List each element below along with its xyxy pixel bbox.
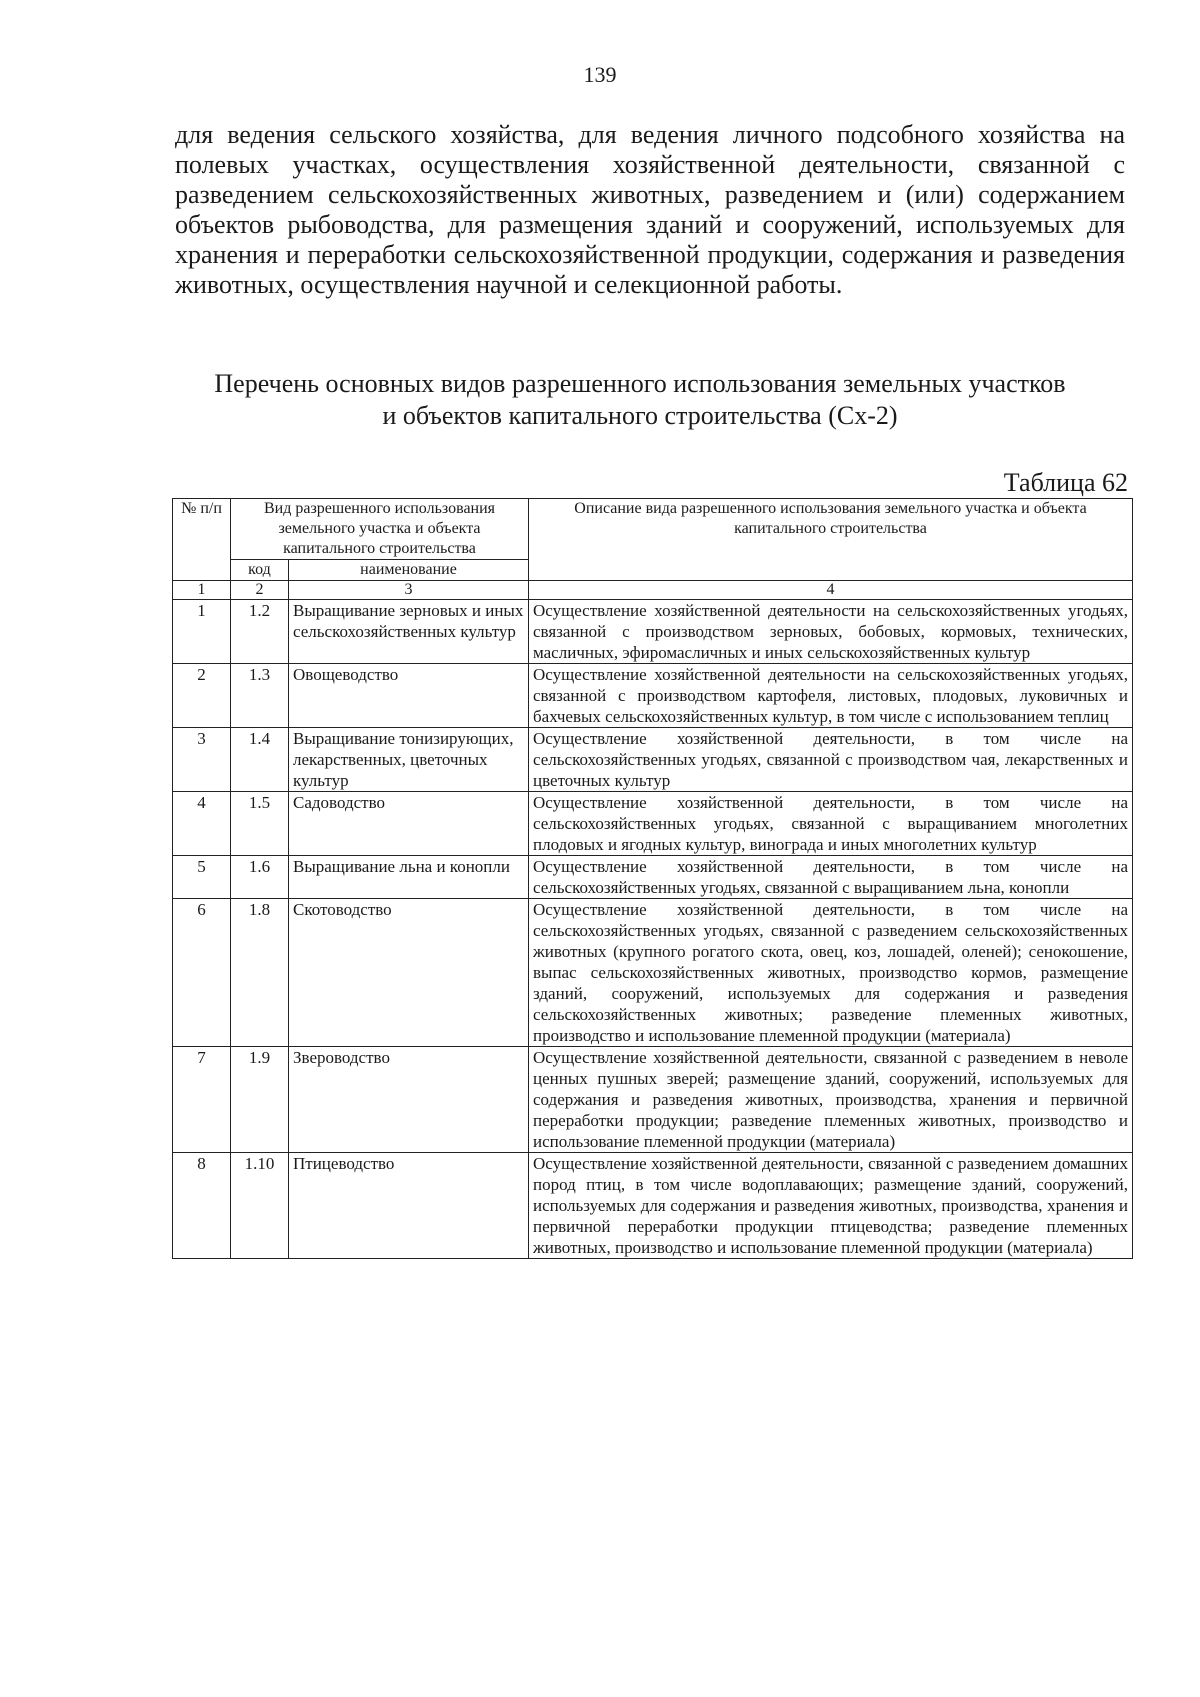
row-name: Звероводство [289,1047,529,1153]
header-code: код [231,560,289,581]
row-number: 1 [173,600,231,664]
page-number: 139 [583,62,617,87]
table-row [173,1047,1133,1153]
section-heading-line-1: Перечень основных видов разрешенного использования земельных участков [214,369,1066,398]
row-number: 3 [173,728,231,792]
row-description: Осуществление хозяйственной деятельности, в том числе на сельскохозяйственных угодьях, связанной с разведением сельскохозяйственных животных (крупного рогатого скота, овец, коз, лошадей, оленей); сенокошение, выпас сельскохозяйственных животных, производство кормов, размещение зданий, сооружений, используемых для содержания и разведения сельскохозяйственных животных; разведение племенных животных, производство и использование племенной продукции (материала) [529,899,1133,1047]
table-label: Таблица 62 [1003,468,1128,497]
row-description: Осуществление хозяйственной деятельности на сельскохозяйственных угодьях, связанной с производством картофеля, листовых, плодовых, луковичных и бахчевых сельскохозяйственных культур, в том числе с использованием теплиц [529,664,1133,728]
section-heading [150,368,1130,432]
row-code: 1.10 [231,1153,289,1259]
table-row [173,792,1133,856]
column-number: 4 [529,581,1133,600]
row-code: 1.9 [231,1047,289,1153]
row-number: 6 [173,899,231,1047]
table-row [173,600,1133,664]
row-code: 1.5 [231,792,289,856]
column-numbers-row [173,581,1133,600]
table-row [173,899,1133,1047]
row-number: 4 [173,792,231,856]
row-name: Овощеводство [289,664,529,728]
row-description: Осуществление хозяйственной деятельности на сельскохозяйственных угодьях, связанной с производством зерновых, бобовых, кормовых, технических, масличных, эфиромасличных и иных сельскохозяйственных культур [529,600,1133,664]
table-row [173,728,1133,792]
row-name: Птицеводство [289,1153,529,1259]
intro-paragraph: для ведения сельского хозяйства, для ведения личного подсобного хозяйства на полевых участках, осуществления хозяйственной деятельности, связанной с разведением сельскохозяйственных животных, разведением и (или) содержанием объектов рыбоводства, для размещения зданий и сооружений, используемых для хранения и переработки сельскохозяйственной продукции, содержания и разведения животных, осуществления научной и селекционной работы. [175,120,1125,299]
row-name: Выращивание тонизирующих, лекарственных, цветочных культур [289,728,529,792]
row-description: Осуществление хозяйственной деятельности, связанной с разведением домашних пород птиц, в том числе водоплавающих; размещение зданий, сооружений, используемых для содержания и разведения животных, производства, хранения и первичной переработки продукции птицеводства; разведение племенных животных, производство и использование племенной продукции (материала) [529,1153,1133,1259]
header-type-group: Вид разрешенного использования земельного участка и объекта капитального строительства [231,499,529,560]
row-description: Осуществление хозяйственной деятельности, в том числе на сельскохозяйственных угодьях, связанной с выращиванием льна, конопли [529,856,1133,899]
row-number: 5 [173,856,231,899]
table-header-row [173,499,1133,560]
row-name: Садоводство [289,792,529,856]
header-no: № п/п [173,499,231,581]
row-number: 7 [173,1047,231,1153]
table-row [173,856,1133,899]
row-code: 1.4 [231,728,289,792]
row-description: Осуществление хозяйственной деятельности, в том числе на сельскохозяйственных угодьях, связанной с производством чая, лекарственных и цветочных культур [529,728,1133,792]
row-name: Скотоводство [289,899,529,1047]
column-number: 3 [289,581,529,600]
row-description: Осуществление хозяйственной деятельности, связанной с разведением в неволе ценных пушных зверей; размещение зданий, сооружений, используемых для содержания и разведения животных, производства, хранения и первичной переработки продукции; разведение племенных животных, производство и использование племенной продукции (материала) [529,1047,1133,1153]
row-name: Выращивание льна и конопли [289,856,529,899]
table-row [173,664,1133,728]
row-number: 8 [173,1153,231,1259]
row-number: 2 [173,664,231,728]
row-description: Осуществление хозяйственной деятельности, в том числе на сельскохозяйственных угодьях, связанной с выращиванием многолетних плодовых и ягодных культур, винограда и иных многолетних культур [529,792,1133,856]
row-name: Выращивание зерновых и иных сельскохозяйственных культур [289,600,529,664]
header-name: наименование [289,560,529,581]
header-description: Описание вида разрешенного использования земельного участка и объекта капитального строительства [529,499,1133,581]
land-use-table [172,498,1133,1259]
section-heading-line-2: и объектов капитального строительства (Сх-2) [382,401,898,430]
row-code: 1.6 [231,856,289,899]
row-code: 1.3 [231,664,289,728]
row-code: 1.2 [231,600,289,664]
table-row [173,1153,1133,1259]
column-number: 1 [173,581,231,600]
column-number: 2 [231,581,289,600]
row-code: 1.8 [231,899,289,1047]
